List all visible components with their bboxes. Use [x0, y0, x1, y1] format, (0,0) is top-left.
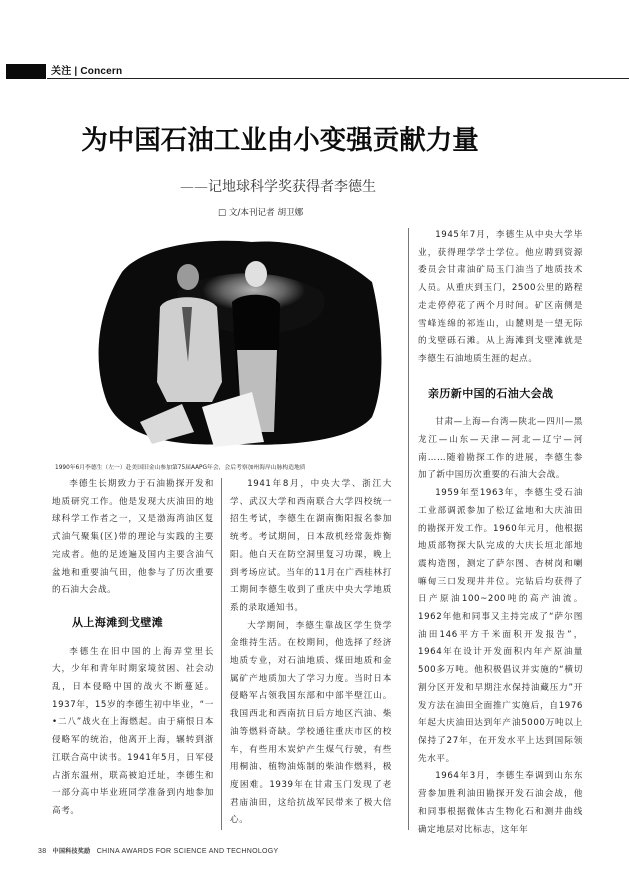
article-photo: [82, 232, 387, 452]
section-marker-bar: [6, 64, 46, 79]
article-title: 为中国石油工业由小变强贡献力量: [81, 125, 479, 156]
intro-paragraph: 李德生长期致力于石油勘探开发和地质研究工作。他是发现大庆油田的地球科学工作者之一，又是渤海湾油区复式油气聚集(区)带的理论与实践的主要完成者。他的足迹遍及国内主要含油气盆地和重要油气田，他参与了历次重要的石油大会战。: [52, 479, 214, 596]
section-label: 关注 | Concern: [51, 66, 123, 77]
article-subtitle: ——记地球科学奖获得者李德生: [180, 179, 376, 195]
paragraph: 1959年至1963年，李德生受石油工业部调派参加了松辽盆地和大庆油田的勘探开发工作。1960年元月，他根据地质部物探大队完成的大庆长垣北部地震构造图，测定了萨尔图、杏树岗和喇嘛甸三口发现井井位。完钻后均获得了日产原油100~200吨的高产油流。1962年他和同事又主持完成了“萨尔图油田146平方千米面积开发报告”，1964年在设计开发面积内年产原油量500多万吨。他积极倡议并实施的“横切割分区开发和早期注水保持油藏压力”开发方法在油田全面推广实施后，自1976年起大庆油田达到年产油5000万吨以上保持了27年，在开发水平上达到国际领先水平。: [418, 488, 583, 764]
page-footer: [38, 846, 279, 855]
magazine-name-cn: 中国科技奖励: [52, 848, 91, 855]
header-rule: [47, 78, 629, 79]
column-divider: [221, 478, 222, 830]
section-heading-shanghai-to-gobi: 从上海滩到戈壁滩: [72, 615, 164, 629]
article-byline: □ 文/本刊记者 胡卫娜: [218, 208, 304, 218]
column-3: [418, 227, 583, 839]
column-2: [230, 476, 392, 830]
paragraph: 大学期间，李德生靠战区学生贷学金维持生活。在校期间，他选择了经济地质专业，对石油地质、煤田地质和金属矿产地质加大了学习力度。当时日本侵略军占领我国东部和中部半壁江山。我国西北和西南抗日后方地区汽油、柴油等燃料奇缺。学校通往重庆市区的校车，有些用木炭炉产生煤气行驶，有些用桐油、植物油炼制的柴油作燃料，极度困难。1939年在甘肃玉门发现了老君庙油田，这给抗战军民带来了极大信心。: [230, 620, 392, 826]
paragraph: 1964年3月，李德生奉调到山东东营参加胜利油田勘探开发石油会战，他和同事根据微体古生物化石和测井曲线确定地层对比标志，这年年: [418, 771, 583, 835]
paragraph: 1941年8月，中央大学、浙江大学、武汉大学和西南联合大学四校统一招生考试，李德生在湖南衡阳报名参加统考。考试期间，日本敌机经常轰炸衡阳。他白天在防空洞里复习功课，晚上到考场应试。当年的11月在广西桂林打工期间李德生收到了重庆中央大学地质系的录取通知书。: [230, 479, 392, 613]
paragraph: 李德生在旧中国的上海弄堂里长大，少年和青年时期家境贫困、社会动乱，日本侵略中国的战火不断蔓延。1937年，15岁的李德生初中毕业，“一•二八”战火在上海燃起。由于痛恨日本侵略军的统治，他离开上海，辗转到浙江联合高中读书。1941年5月，日军侵占浙东温州，联高被迫迁址，李德生和一部分高中毕业班同学准备到内地参加高考。: [52, 646, 214, 816]
photo-caption: 1990年6月李德生（左一）赴美国旧金山参加第75届AAPG年会，会后考察加州海岸山脉构造地质: [55, 465, 306, 471]
paragraph: 1945年7月，李德生从中央大学毕业，获得理学学士学位。他应聘到资源委员会甘肃油矿局玉门油当了地质技术人员。从重庆到玉门，2500公里的路程走走停停花了两个月时间。矿区南侧是雪峰连绵的祁连山，山麓则是一望无际的戈壁砾石滩。从上海滩到戈壁滩就是李德生石油地质生涯的起点。: [418, 230, 583, 364]
paragraph: 甘肃—上海—台湾—陕北—四川—黑龙江—山东—天津—河北—辽宁—河南……随着勘探工作的进展，李德生参加了新中国历次重要的石油大会战。: [418, 417, 583, 481]
section-heading-oil-campaigns: 亲历新中国的石油大会战: [428, 386, 554, 400]
column-divider: [408, 228, 409, 830]
magazine-name-en: CHINA AWARDS FOR SCIENCE AND TECHNOLOGY: [96, 848, 279, 855]
column-1: [52, 476, 214, 821]
page-number: 38: [38, 848, 47, 855]
